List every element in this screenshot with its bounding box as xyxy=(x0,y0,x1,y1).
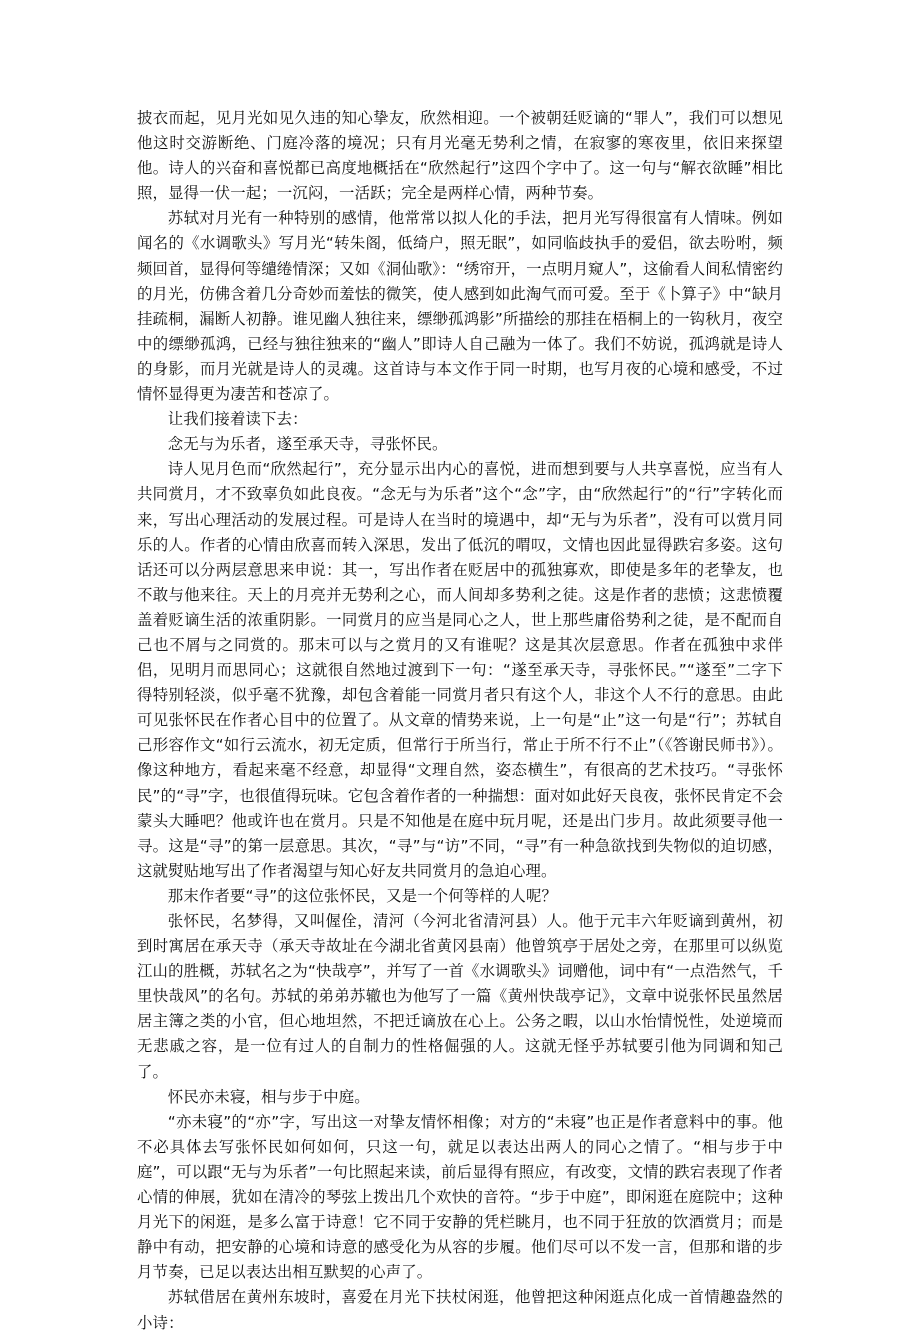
paragraph-8: 苏轼借居在黄州东坡时，喜爱在月光下扶杖闲逛，他曾把这种闲逛点化成一首情趣盎然的小诗： xyxy=(137,1288,783,1332)
paragraph-3: 让我们接着读下去： xyxy=(167,410,308,429)
paragraph-7: “亦未寝”的“亦”字，写出这一对挚友情怀相像；对方的“未寝”也正是作者意料中的事。他不必具体去写张怀民如何如何，只这一句，就足以表达出两人的同心之情了。“相与步于中庭”，可以跟“无与为乐者”一句比照起来读，前后显得有照应，有改变，文情的跌宕表现了作者心情的伸展，犹如在清冷的琴弦上拨出几个欢快的音符。“步于中庭”，即闲逛在庭院中；这种月光下的闲逛，是多么富于诗意！它不同于安静的凭栏眺月，也不同于狂放的饮酒赏月；而是静中有动，把安静的心境和诗意的感受化为从容的步履。他们尽可以不发一言，但那和谐的步月节奏，已足以表达出相互默契的心声了。 xyxy=(137,1112,783,1282)
paragraph-6: 张怀民，名梦得，又叫偓佺，清河（今河北省清河县）人。他于元丰六年贬谪到黄州，初到时寓居在承天寺（承天寺故址在今湖北省黄冈县南）他曾筑亭于居处之旁，在那里可以纵览江山的胜概，苏轼名之为“快哉亭”，并写了一首《水调歌头》词赠他，词中有“一点浩然气，千里快哉风”的名句。苏轼的弟弟苏辙也为他写了一篇《黄州快哉亭记》，文章中说张怀民虽然居居主簿之类的小官，但心地坦然，不把迁谪放在心上。公务之暇，以山水怡情悦性，处逆境而无悲戚之容，是一位有过人的自制力的性格倔强的人。这就无怪乎苏轼要引他为同调和知己了。 xyxy=(137,912,783,1081)
quoted-line-1: 念无与为乐者，遂至承天寺，寻张怀民。 xyxy=(167,435,448,454)
paragraph-1: 披衣而起，见月光如见久违的知心挚友，欣然相迎。一个被朝廷贬谪的“罪人”，我们可以想见他这时交游断绝、门庭冷落的境况；只有月光毫无势利之情，在寂寥的寒夜里，依旧来探望他。诗人的兴奋和喜悦都已高度地概括在“欣然起行”这四个字中了。这一句与“解衣欲睡”相比照，显得一伏一起；一沉闷，一活跃；完全是两样心情，两种节奏。 xyxy=(137,109,783,203)
quoted-line-2: 怀民亦未寝，相与步于中庭。 xyxy=(167,1087,370,1106)
paragraph-4: 诗人见月色而“欣然起行”，充分显示出内心的喜悦，进而想到要与人共享喜悦，应当有人共同赏月，才不致辜负如此良夜。“念无与为乐者”这个“念”字，由“欣然起行”的“行”字转化而来，写出心理活动的发展过程。可是诗人在当时的境遇中，却“无与为乐者”，没有可以赏月同乐的人。作者的心情由欣喜而转入深思，发出了低沉的喟叹，文情也因此显得跌宕多姿。这句话还可以分两层意思来申说：其一，写出作者在贬居中的孤独寡欢，即使是多年的老挚友，也不敢与他来往。天上的月亮并无势利之心，而人间却多势利之徒。这是作者的悲愤；这悲愤覆盖着贬谪生活的浓重阴影。一同赏月的应当是同心之人，世上那些庸俗势利之徒，是不配而自己也不屑与之同赏的。那末可以与之赏月的又有谁呢？这是其次层意思。作者在孤独中求伴侣，见明月而思同心；这就很自然地过渡到下一句：“遂至承天寺，寻张怀民。”“遂至”二字下得特别轻淡，似乎毫不犹豫，却包含着能一同赏月者只有这个人，非这个人不行的意思。由此可见张怀民在作者心目中的位置了。从文章的情势来说，上一句是“止”这一句是“行”；苏轼自己形容作文“如行云流水，初无定质，但常行于所当行，常止于所不行不止”（《答谢民师书》）。像这种地方，看起来毫不经意，却显得“文理自然，姿态横生”，有很高的艺术技巧。“寻张怀民”的“寻”字，也很值得玩味。它包含着作者的一种揣想：面对如此好天良夜，张怀民肯定不会蒙头大睡吧？他或许也在赏月。只是不知他是在庭中玩月呢，还是出门步月。故此须要寻他一寻。这是“寻”的第一层意思。其次，“寻”与“访”不同，“寻”有一种急欲找到失物似的迫切感，这就熨贴地写出了作者渴望与知心好友共同赏月的急迫心理。 xyxy=(137,460,783,880)
article-body xyxy=(137,106,783,1336)
paragraph-2: 苏轼对月光有一种特别的感情，他常常以拟人化的手法，把月光写得很富有人情味。例如闻名的《水调歌头》写月光“转朱阁，低绮户，照无眠”，如同临歧执手的爱侣，欲去吩咐，频频回首，显得何等缱绻情深；又如《洞仙歌》：“绣帘开，一点明月窥人”，这偷看人间私情密约的月光，仿佛含着几分奇妙而羞怯的微笑，使人感到如此淘气而可爱。至于《卜算子》中“缺月挂疏桐，漏断人初静。谁见幽人独往来，缥缈孤鸿影”所描绘的那挂在梧桐上的一钩秋月，夜空中的缥缈孤鸿，已经与独往独来的“幽人”即诗人自己融为一体了。我们不妨说，孤鸿就是诗人的身影，而月光就是诗人的灵魂。这首诗与本文作于同一时期，也写月夜的心境和感受，不过情怀显得更为凄苦和苍凉了。 xyxy=(137,209,783,404)
paragraph-5: 那末作者要“寻”的这位张怀民，又是一个何等样的人呢？ xyxy=(167,886,558,905)
